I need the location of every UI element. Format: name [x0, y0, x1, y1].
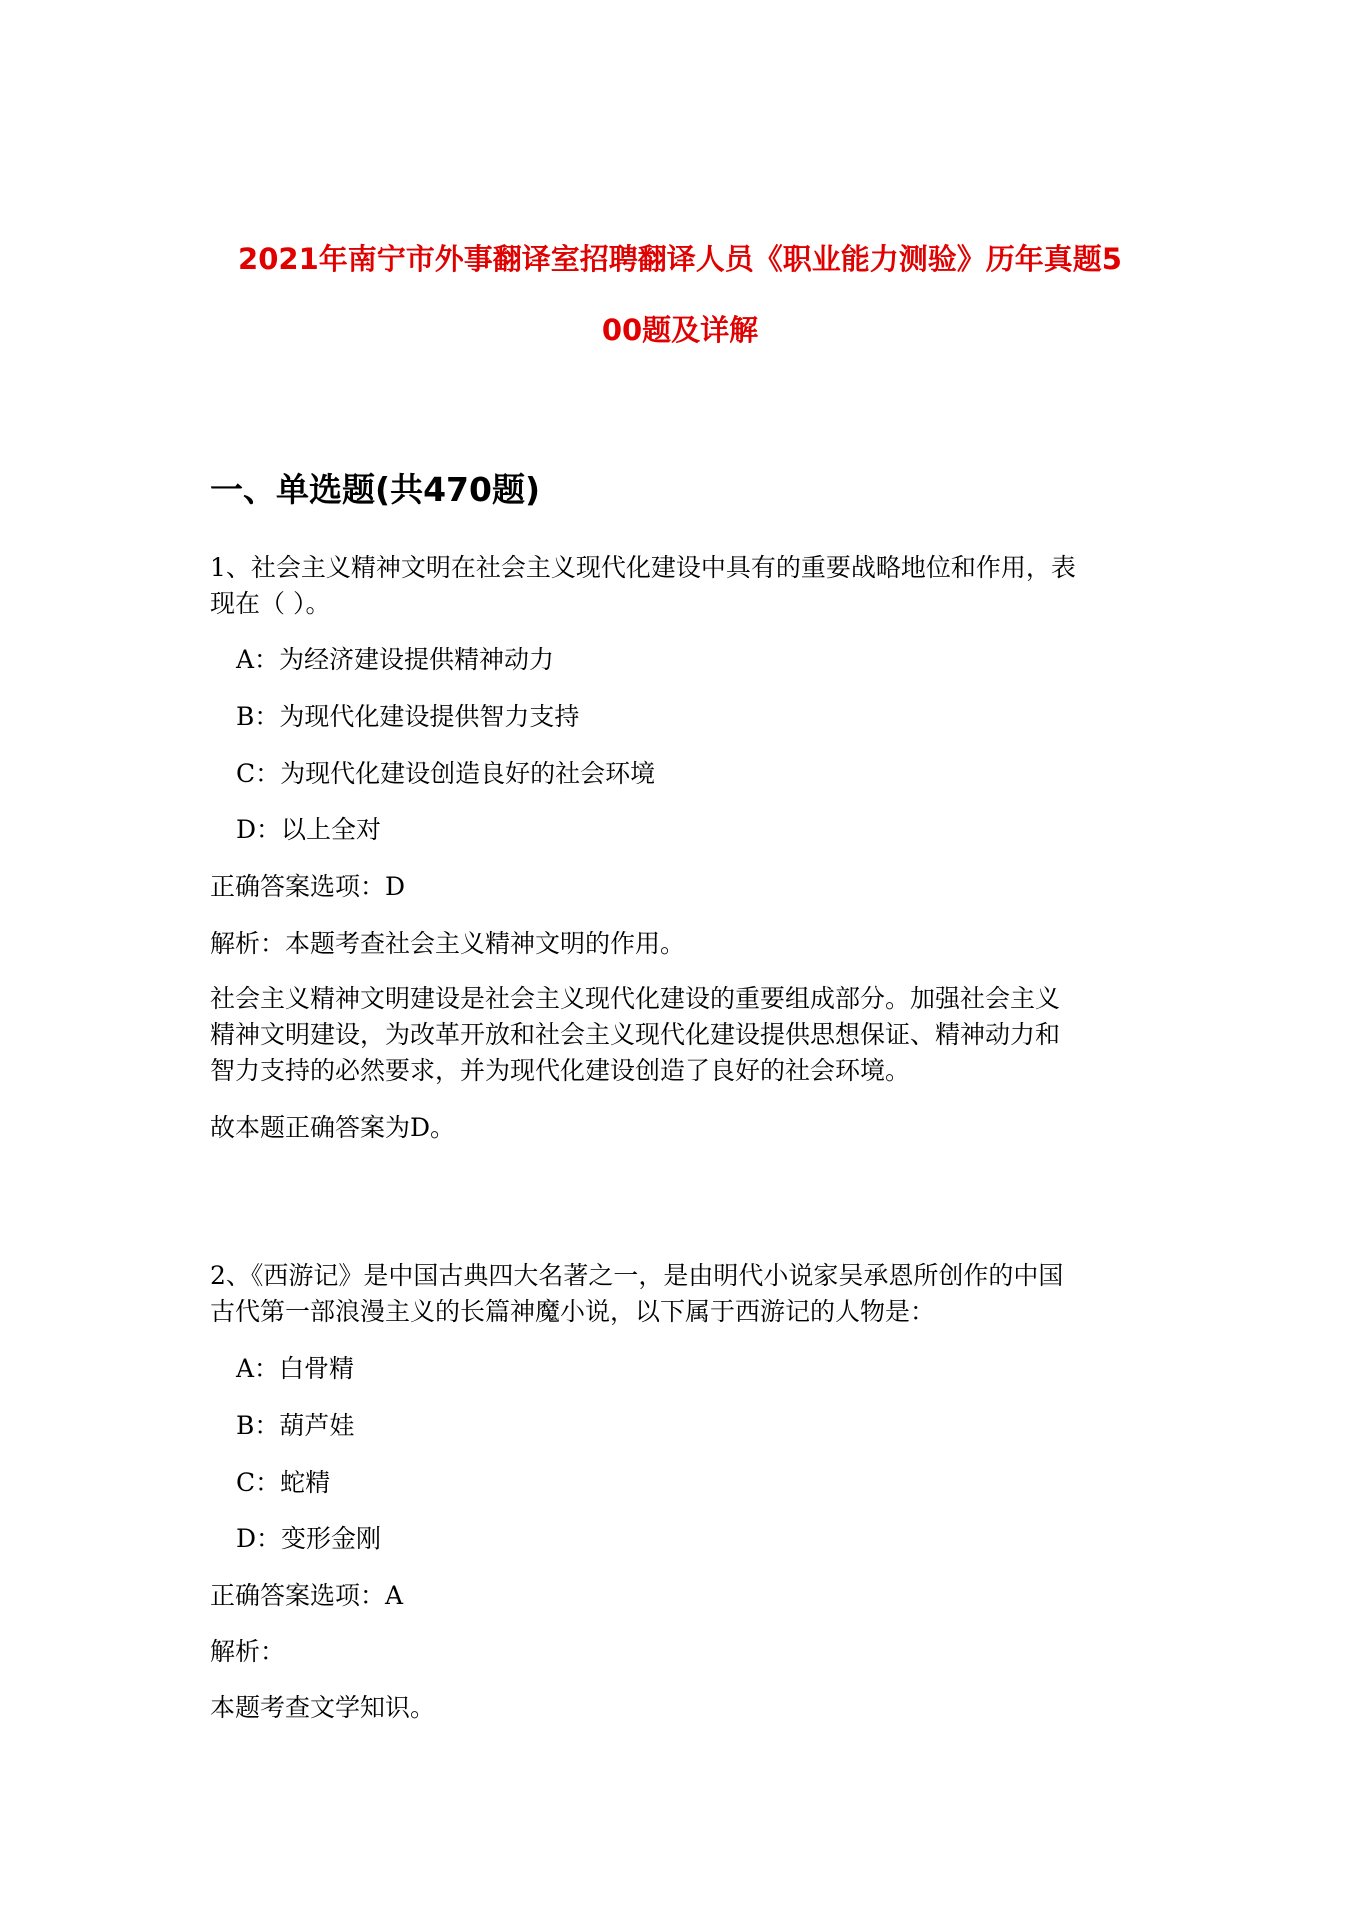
question-2-analysis-label: 解析： — [210, 1637, 286, 1666]
question-1-answer: 正确答案选项：D — [210, 872, 406, 901]
section-heading: 一、单选题(共470题) — [210, 470, 541, 509]
question-2-stem-line-1: 2、《西游记》是中国古典四大名著之一，是由明代小说家吴承恩所创作的中国 — [210, 1261, 1064, 1290]
question-2-option-c: C：蛇精 — [236, 1468, 331, 1497]
question-2-option-d: D：变形金刚 — [236, 1524, 382, 1553]
question-1-stem-line-1: 1、社会主义精神文明在社会主义现代化建设中具有的重要战略地位和作用，表 — [210, 553, 1076, 582]
question-2-analysis-line-1: 本题考查文学知识。 — [210, 1693, 436, 1722]
question-1-conclusion: 故本题正确答案为D。 — [210, 1113, 456, 1142]
question-1-analysis-line-2: 精神文明建设，为改革开放和社会主义现代化建设提供思想保证、精神动力和 — [210, 1020, 1061, 1049]
question-1-option-d: D：以上全对 — [236, 815, 382, 844]
question-1-stem-line-2: 现在（ ）。 — [210, 589, 331, 618]
document-title-line-2: 00题及详解 — [601, 313, 759, 347]
question-1-analysis-line-1: 社会主义精神文明建设是社会主义现代化建设的重要组成部分。加强社会主义 — [210, 984, 1061, 1013]
question-1-option-c: C：为现代化建设创造良好的社会环境 — [236, 759, 656, 788]
document-title-line-1: 2021年南宁市外事翻译室招聘翻译人员《职业能力测验》历年真题5 — [238, 242, 1122, 276]
question-1-option-a: A：为经济建设提供精神动力 — [236, 645, 555, 674]
question-2-option-b: B：葫芦娃 — [236, 1411, 355, 1440]
question-2-stem-line-2: 古代第一部浪漫主义的长篇神魔小说，以下属于西游记的人物是： — [210, 1297, 936, 1326]
question-1-analysis-label: 解析：本题考查社会主义精神文明的作用。 — [210, 929, 686, 958]
question-2-answer: 正确答案选项：A — [210, 1581, 404, 1610]
question-1-option-b: B：为现代化建设提供智力支持 — [236, 702, 580, 731]
question-1-analysis-line-3: 智力支持的必然要求，并为现代化建设创造了良好的社会环境。 — [210, 1056, 911, 1085]
question-2-option-a: A：白骨精 — [236, 1354, 355, 1383]
